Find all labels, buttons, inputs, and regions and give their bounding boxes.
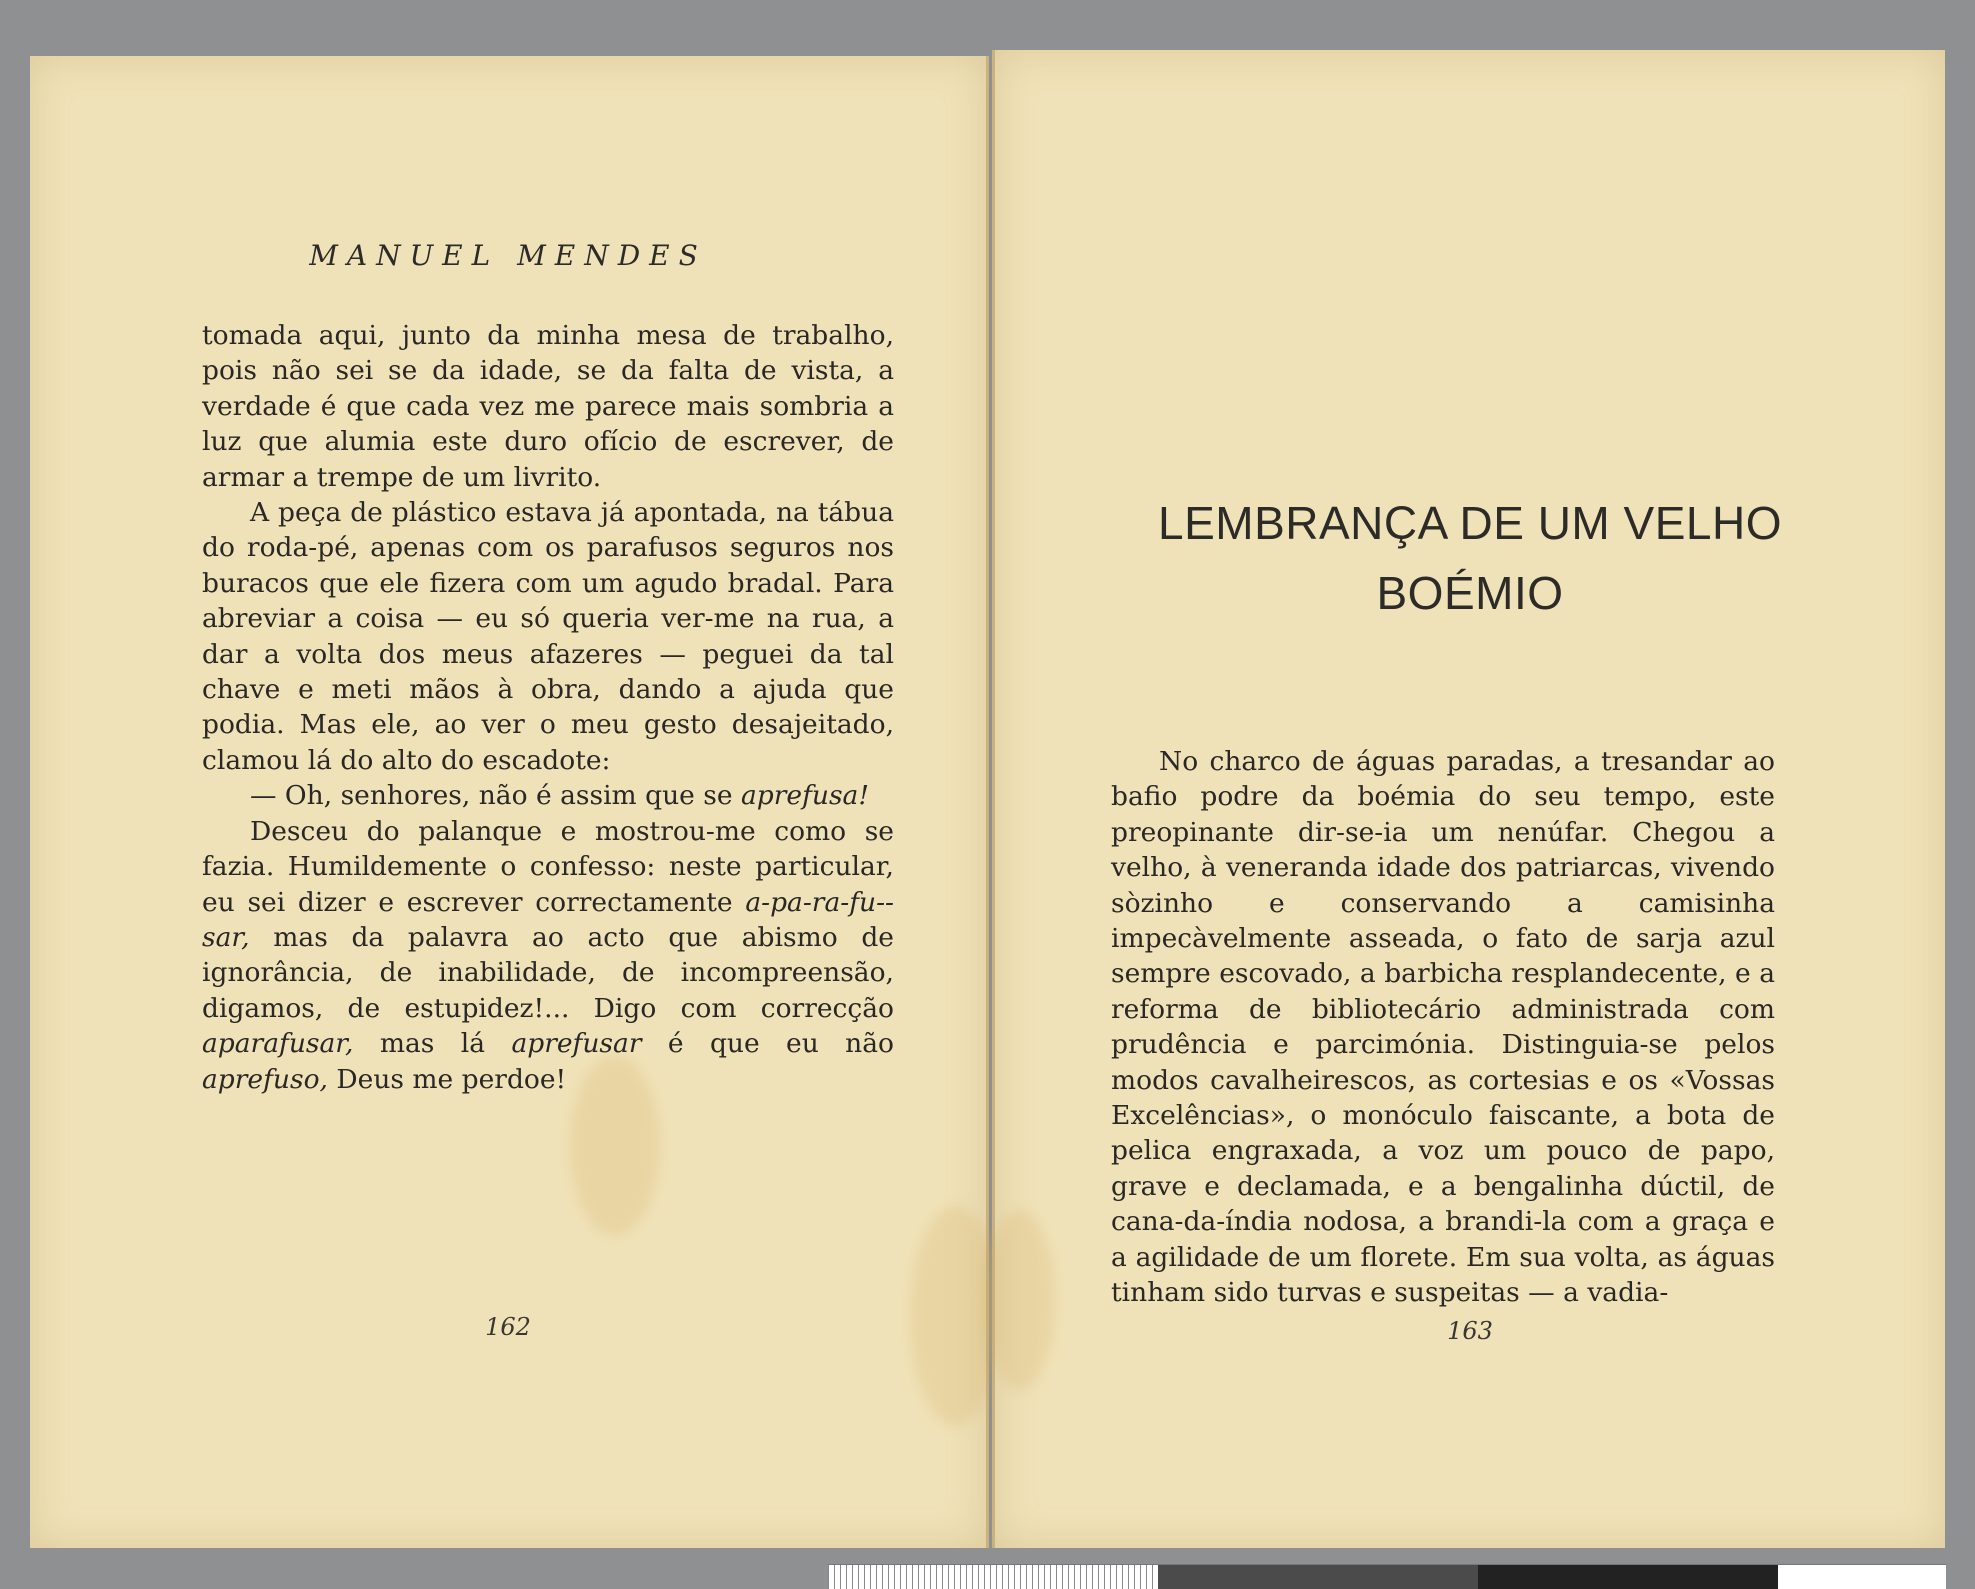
ruler-black-segment [1478,1565,1778,1589]
paragraph: A peça de plástico estava já apontada, na tábua do roda-pé, apenas com os parafusos seguros nos buracos que ele fizera com um agudo bradal. Para abreviar a coisa — eu só queria ver-me na rua, a dar a volta dos meus afazeres — peguei da tal chave e meti mãos à obra, dando a ajuda que podia. Mas ele, ao ver o meu gesto desajeitado, clamou lá do alto do escadote: [202,497,894,776]
page-number: 163 [1447,1317,1493,1345]
dialogue-text: — Oh, senhores, não é assim que se [250,780,741,812]
text-run: é que eu não [641,1028,894,1060]
chapter-title-line: LEMBRANÇA DE UM VELHO [1158,497,1782,549]
text-run: Deus me perdoe! [327,1063,567,1095]
chapter-title-line: BOÉMIO [1376,567,1564,619]
water-stain [985,1210,1055,1390]
italic-word: aprefusar [511,1028,642,1060]
paragraph [202,814,894,1097]
ruler-ticks [828,1565,1158,1589]
italic-word: aprefusa! [740,780,869,812]
right-page-text [1111,744,1775,1311]
italic-word: aparafusar, [202,1028,354,1060]
page-number: 162 [485,1313,531,1341]
left-page [30,56,989,1548]
dialogue-line [202,778,894,813]
running-head: MANUEL MENDES [309,239,707,272]
paragraph: tomada aqui, junto da minha mesa de trabalho, pois não sei se da idade, se da falta de vista, a verdade é que cada vez me parece mais sombria a luz que alumia este duro ofício de escrever, de armar a trempe de um livrito. [202,320,894,493]
scale-ruler [828,1564,1946,1589]
left-page-text [202,318,894,1097]
text-run: mas da palavra ao acto que abismo de ignorância, de inabilidade, de incompreensão, digamos, de estupidez!... Digo com correcção [202,921,894,1024]
right-page [992,50,1945,1548]
italic-word: a-pa-ra-fu--sar, [202,886,894,953]
ruler-dark-segment [1158,1565,1478,1589]
chapter-title [995,488,1945,628]
paragraph: No charco de águas paradas, a tresandar ao bafio podre da boémia do seu tempo, este preopinante dir-se-ia um nenúfar. Chegou a velho, à veneranda idade dos patriarcas, vivendo sòzinho e conservando a camisinha impecàvelmente asseada, o fato de sarja azul sempre escovado, a barbicha resplandecente, e a reforma de bibliotecário administrada com prudência e parcimónia. Distinguia-se pelos modos cavalheirescos, as cortesias e os «Vossas Excelências», o monóculo faiscante, a bota de pelica engraxada, a voz um pouco de papo, grave e declamada, e a bengalinha dúctil, de cana-da-índia nodosa, a brandi-la com a graça e a agilidade de um florete. Em sua volta, as águas tinham sido turvas e suspeitas — a vadia- [1111,746,1775,1309]
italic-word: aprefuso, [202,1063,328,1095]
text-run: mas lá [353,1028,512,1060]
text-run: Desceu do palanque e mostrou-me como se fazia. Humildemente o confesso: neste particular, eu sei dizer e escrever correctamente [202,815,894,918]
